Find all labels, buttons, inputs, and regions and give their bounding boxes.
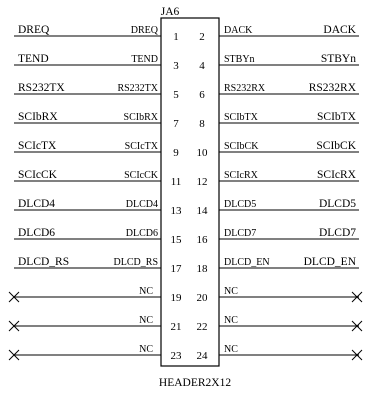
left-pin-number: 5	[173, 89, 179, 101]
right-pin-name: NC	[224, 344, 238, 355]
left-net-label: DLCD6	[18, 227, 56, 239]
left-pin-number: 15	[170, 234, 182, 246]
right-net-label: SCIcRX	[317, 169, 356, 181]
left-net-label: SCIcCK	[18, 169, 57, 181]
left-pin-number: 9	[173, 147, 179, 159]
left-pin-name: NC	[139, 344, 153, 355]
left-pin-number: 11	[170, 176, 182, 188]
pin-rows	[9, 24, 362, 362]
left-pin-name: SCIcCK	[124, 170, 158, 181]
right-pin-name: DLCD7	[224, 228, 257, 239]
left-pin-number: 3	[173, 60, 179, 72]
right-pin-number: 20	[196, 292, 208, 304]
part-label: HEADER2X12	[158, 377, 232, 389]
right-pin-name: NC	[224, 286, 238, 297]
right-pin-number: 16	[196, 234, 208, 246]
left-pin-name: SCIcTX	[124, 141, 158, 152]
left-pin-name: RS232TX	[117, 83, 158, 94]
left-pin-name: DREQ	[130, 25, 158, 36]
left-net-label: DREQ	[18, 24, 50, 36]
left-pin-number: 23	[170, 350, 182, 362]
left-pin-name: DLCD_RS	[113, 257, 158, 268]
right-pin-name: DLCD_EN	[224, 257, 270, 268]
right-pin-name: RS232RX	[224, 83, 266, 94]
right-net-label: DACK	[323, 24, 356, 36]
right-pin-number: 8	[199, 118, 205, 130]
left-pin-number: 21	[170, 321, 182, 333]
right-net-label: RS232RX	[308, 82, 356, 94]
left-pin-name: SCIbRX	[123, 112, 158, 123]
right-net-label: DLCD7	[318, 227, 356, 239]
left-pin-number: 7	[173, 118, 179, 130]
right-pin-number: 24	[196, 350, 208, 362]
right-net-label: DLCD5	[318, 198, 356, 210]
right-pin-name: NC	[224, 315, 238, 326]
left-pin-number: 17	[170, 263, 182, 275]
right-pin-name: DLCD5	[224, 199, 257, 210]
right-pin-name: STBYn	[224, 54, 255, 65]
right-pin-number: 4	[199, 60, 205, 72]
left-pin-name: TEND	[131, 54, 158, 65]
left-pin-name: NC	[139, 315, 153, 326]
right-pin-number: 18	[196, 263, 208, 275]
right-pin-number: 12	[196, 176, 208, 188]
connector-body	[161, 18, 219, 366]
right-pin-number: 6	[199, 89, 205, 101]
left-pin-name: DLCD4	[125, 199, 158, 210]
right-pin-number: 10	[196, 147, 208, 159]
left-net-label: DLCD_RS	[18, 256, 70, 268]
right-net-label: SCIbCK	[316, 140, 356, 152]
right-net-label: DLCD_EN	[303, 256, 356, 268]
right-net-label: STBYn	[320, 53, 356, 65]
right-net-label: SCIbTX	[317, 111, 356, 123]
left-net-label: SCIcTX	[18, 140, 57, 152]
left-net-label: TEND	[18, 53, 49, 65]
right-pin-number: 2	[199, 31, 205, 43]
right-pin-name: SCIbTX	[224, 112, 258, 123]
right-pin-number: 22	[196, 321, 208, 333]
left-pin-number: 1	[173, 31, 179, 43]
left-net-label: RS232TX	[18, 82, 65, 94]
right-pin-name: SCIcRX	[224, 170, 258, 181]
left-pin-name: NC	[139, 286, 153, 297]
left-pin-number: 19	[170, 292, 182, 304]
left-net-label: SCIbRX	[18, 111, 58, 123]
left-pin-number: 13	[170, 205, 182, 217]
right-pin-number: 14	[196, 205, 208, 217]
refdes-label: JA6	[160, 6, 180, 18]
right-pin-name: DACK	[224, 25, 253, 36]
right-pin-name: SCIbCK	[224, 141, 259, 152]
left-net-label: DLCD4	[18, 198, 56, 210]
left-pin-name: DLCD6	[125, 228, 158, 239]
